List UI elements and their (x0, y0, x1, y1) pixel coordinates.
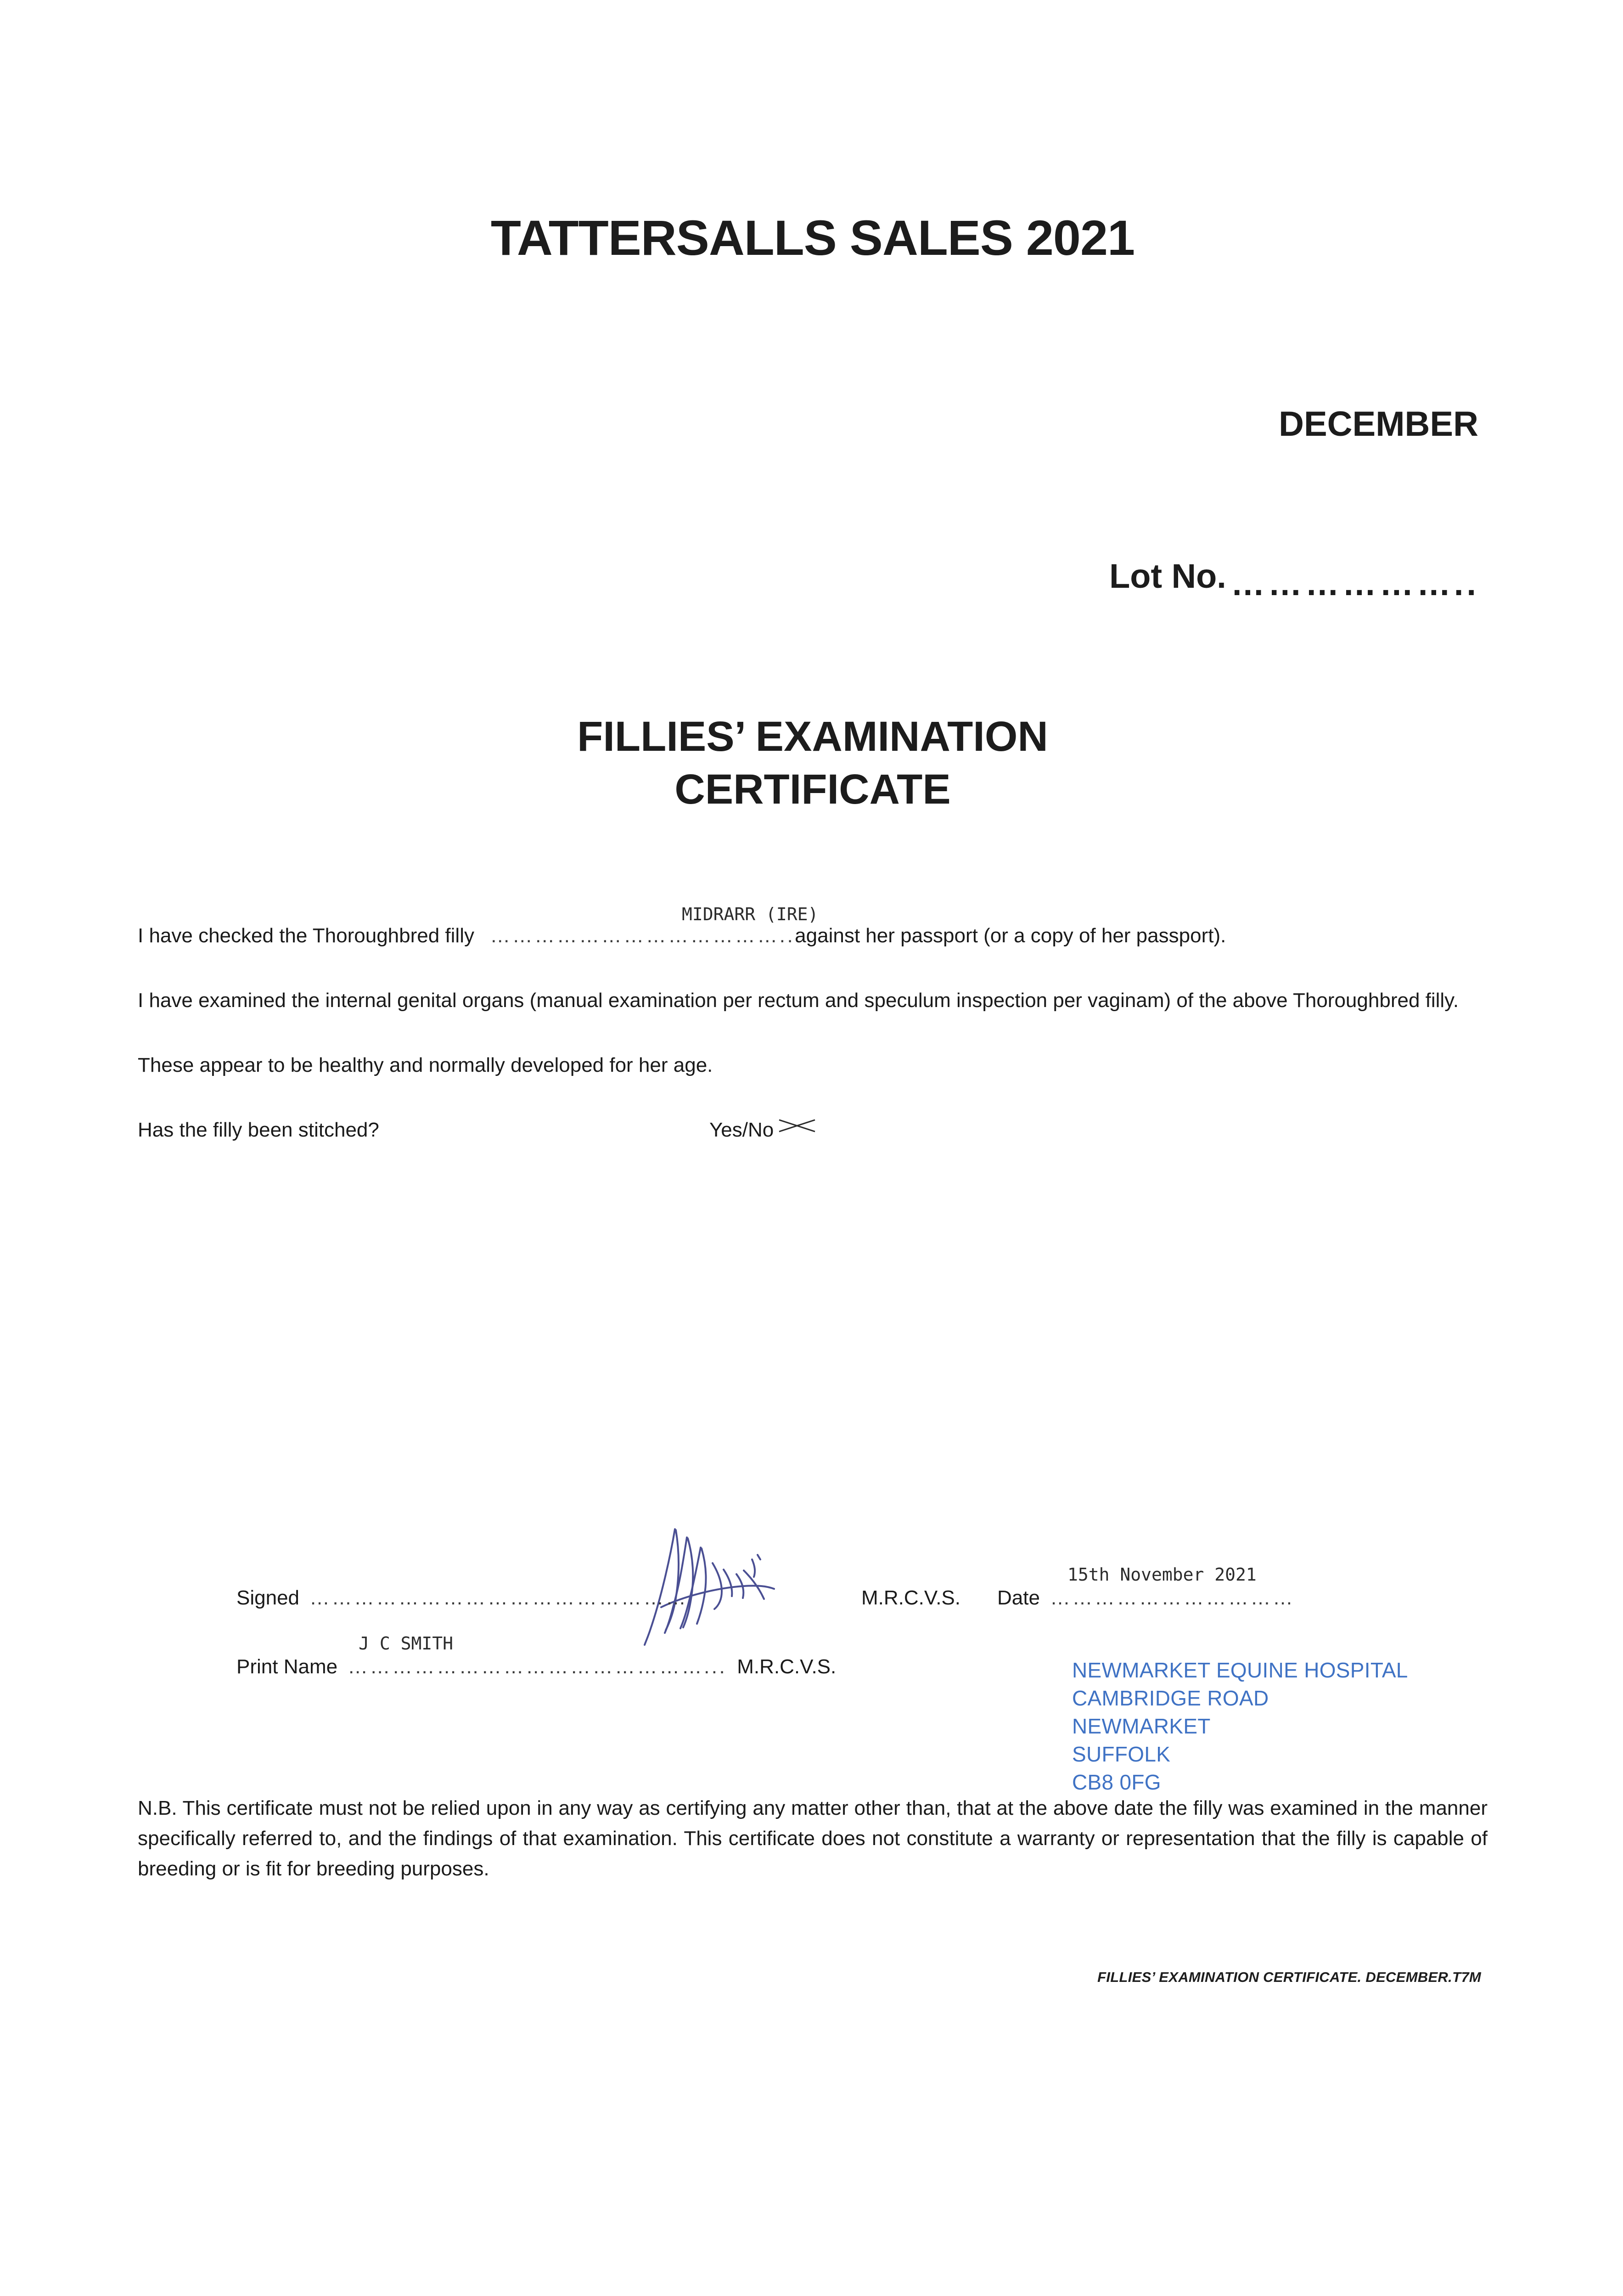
certificate-title-line-1: FILLIES’ EXAMINATION (577, 713, 1048, 760)
print-name-label: Print Name (236, 1655, 338, 1678)
print-name-dotted-line: …………………………………………... (348, 1655, 727, 1678)
certificate-title-line-2: CERTIFICATE (674, 766, 951, 813)
healthy-paragraph: These appear to be healthy and normally developed for her age. (138, 1053, 713, 1076)
certificate-content (138, 0, 1488, 1986)
sale-month: DECEMBER (1279, 405, 1478, 444)
signed-row (236, 1564, 1471, 1609)
stitched-question-row (138, 1115, 1488, 1146)
handwritten-signature-icon (606, 1515, 826, 1649)
print-name-mrcvs-label: M.R.C.V.S. (737, 1655, 837, 1678)
stitched-question-label: Has the filly been stitched? (138, 1118, 379, 1141)
print-name-field (348, 1633, 727, 1678)
date-label: Date (997, 1586, 1040, 1609)
date-dotted-line: …………………………… (1050, 1586, 1295, 1609)
filly-name-value: MIDRARR (IRE) (682, 904, 819, 924)
filly-check-prefix: I have checked the Thoroughbred filly (138, 924, 474, 947)
date-value: 15th November 2021 (1067, 1564, 1257, 1585)
document-code: FILLIES’ EXAMINATION CERTIFICATE. DECEMBER.T7M (1097, 1969, 1481, 1985)
certificate-body (138, 904, 1488, 1146)
address-line: CAMBRIDGE ROAD (1072, 1686, 1269, 1710)
filly-check-paragraph (138, 904, 1488, 951)
date-field (1050, 1564, 1295, 1609)
signature-area (138, 1444, 1488, 1795)
page-title: TATTERSALLS SALES 2021 (490, 210, 1135, 265)
stitched-answer-text: Yes/No (709, 1118, 774, 1141)
filly-name-dotted-line: ………………………………….. (490, 924, 795, 947)
print-name-value: J C SMITH (359, 1633, 453, 1654)
certificate-title (138, 710, 1488, 816)
signature-dotted-line: …………………………………………… (309, 1586, 688, 1609)
nb-disclaimer: N.B. This certificate must not be relied upon in any way as certifying any matter other than, that at the above date the filly was examined in the manner specifically referred to, and the findings of that examination. This certificate does not constitute a warranty or representation that the filly is capable of breeding or is fit for breeding purposes. (138, 1796, 1488, 1880)
address-line: NEWMARKET EQUINE HOSPITAL (1072, 1658, 1408, 1682)
address-line: SUFFOLK (1072, 1742, 1171, 1767)
clinic-address-stamp (1072, 1656, 1408, 1797)
examination-paragraph: I have examined the internal genital organs (manual examination per rectum and speculum inspection per vaginam) of the above Thoroughbred filly. (138, 989, 1459, 1012)
lot-number-dotted-line: ……………….. (1230, 564, 1479, 603)
lot-number-row (138, 557, 1488, 603)
filly-check-suffix: against her passport (or a copy of her passport). (795, 924, 1226, 947)
stitched-answer (709, 1115, 774, 1146)
address-line: CB8 0FG (1072, 1770, 1161, 1795)
signed-mrcvs-label: M.R.C.V.S. (861, 1586, 960, 1609)
signed-label: Signed (236, 1586, 300, 1609)
address-line: NEWMARKET (1072, 1714, 1211, 1738)
lot-number-label: Lot No. (1109, 557, 1226, 595)
